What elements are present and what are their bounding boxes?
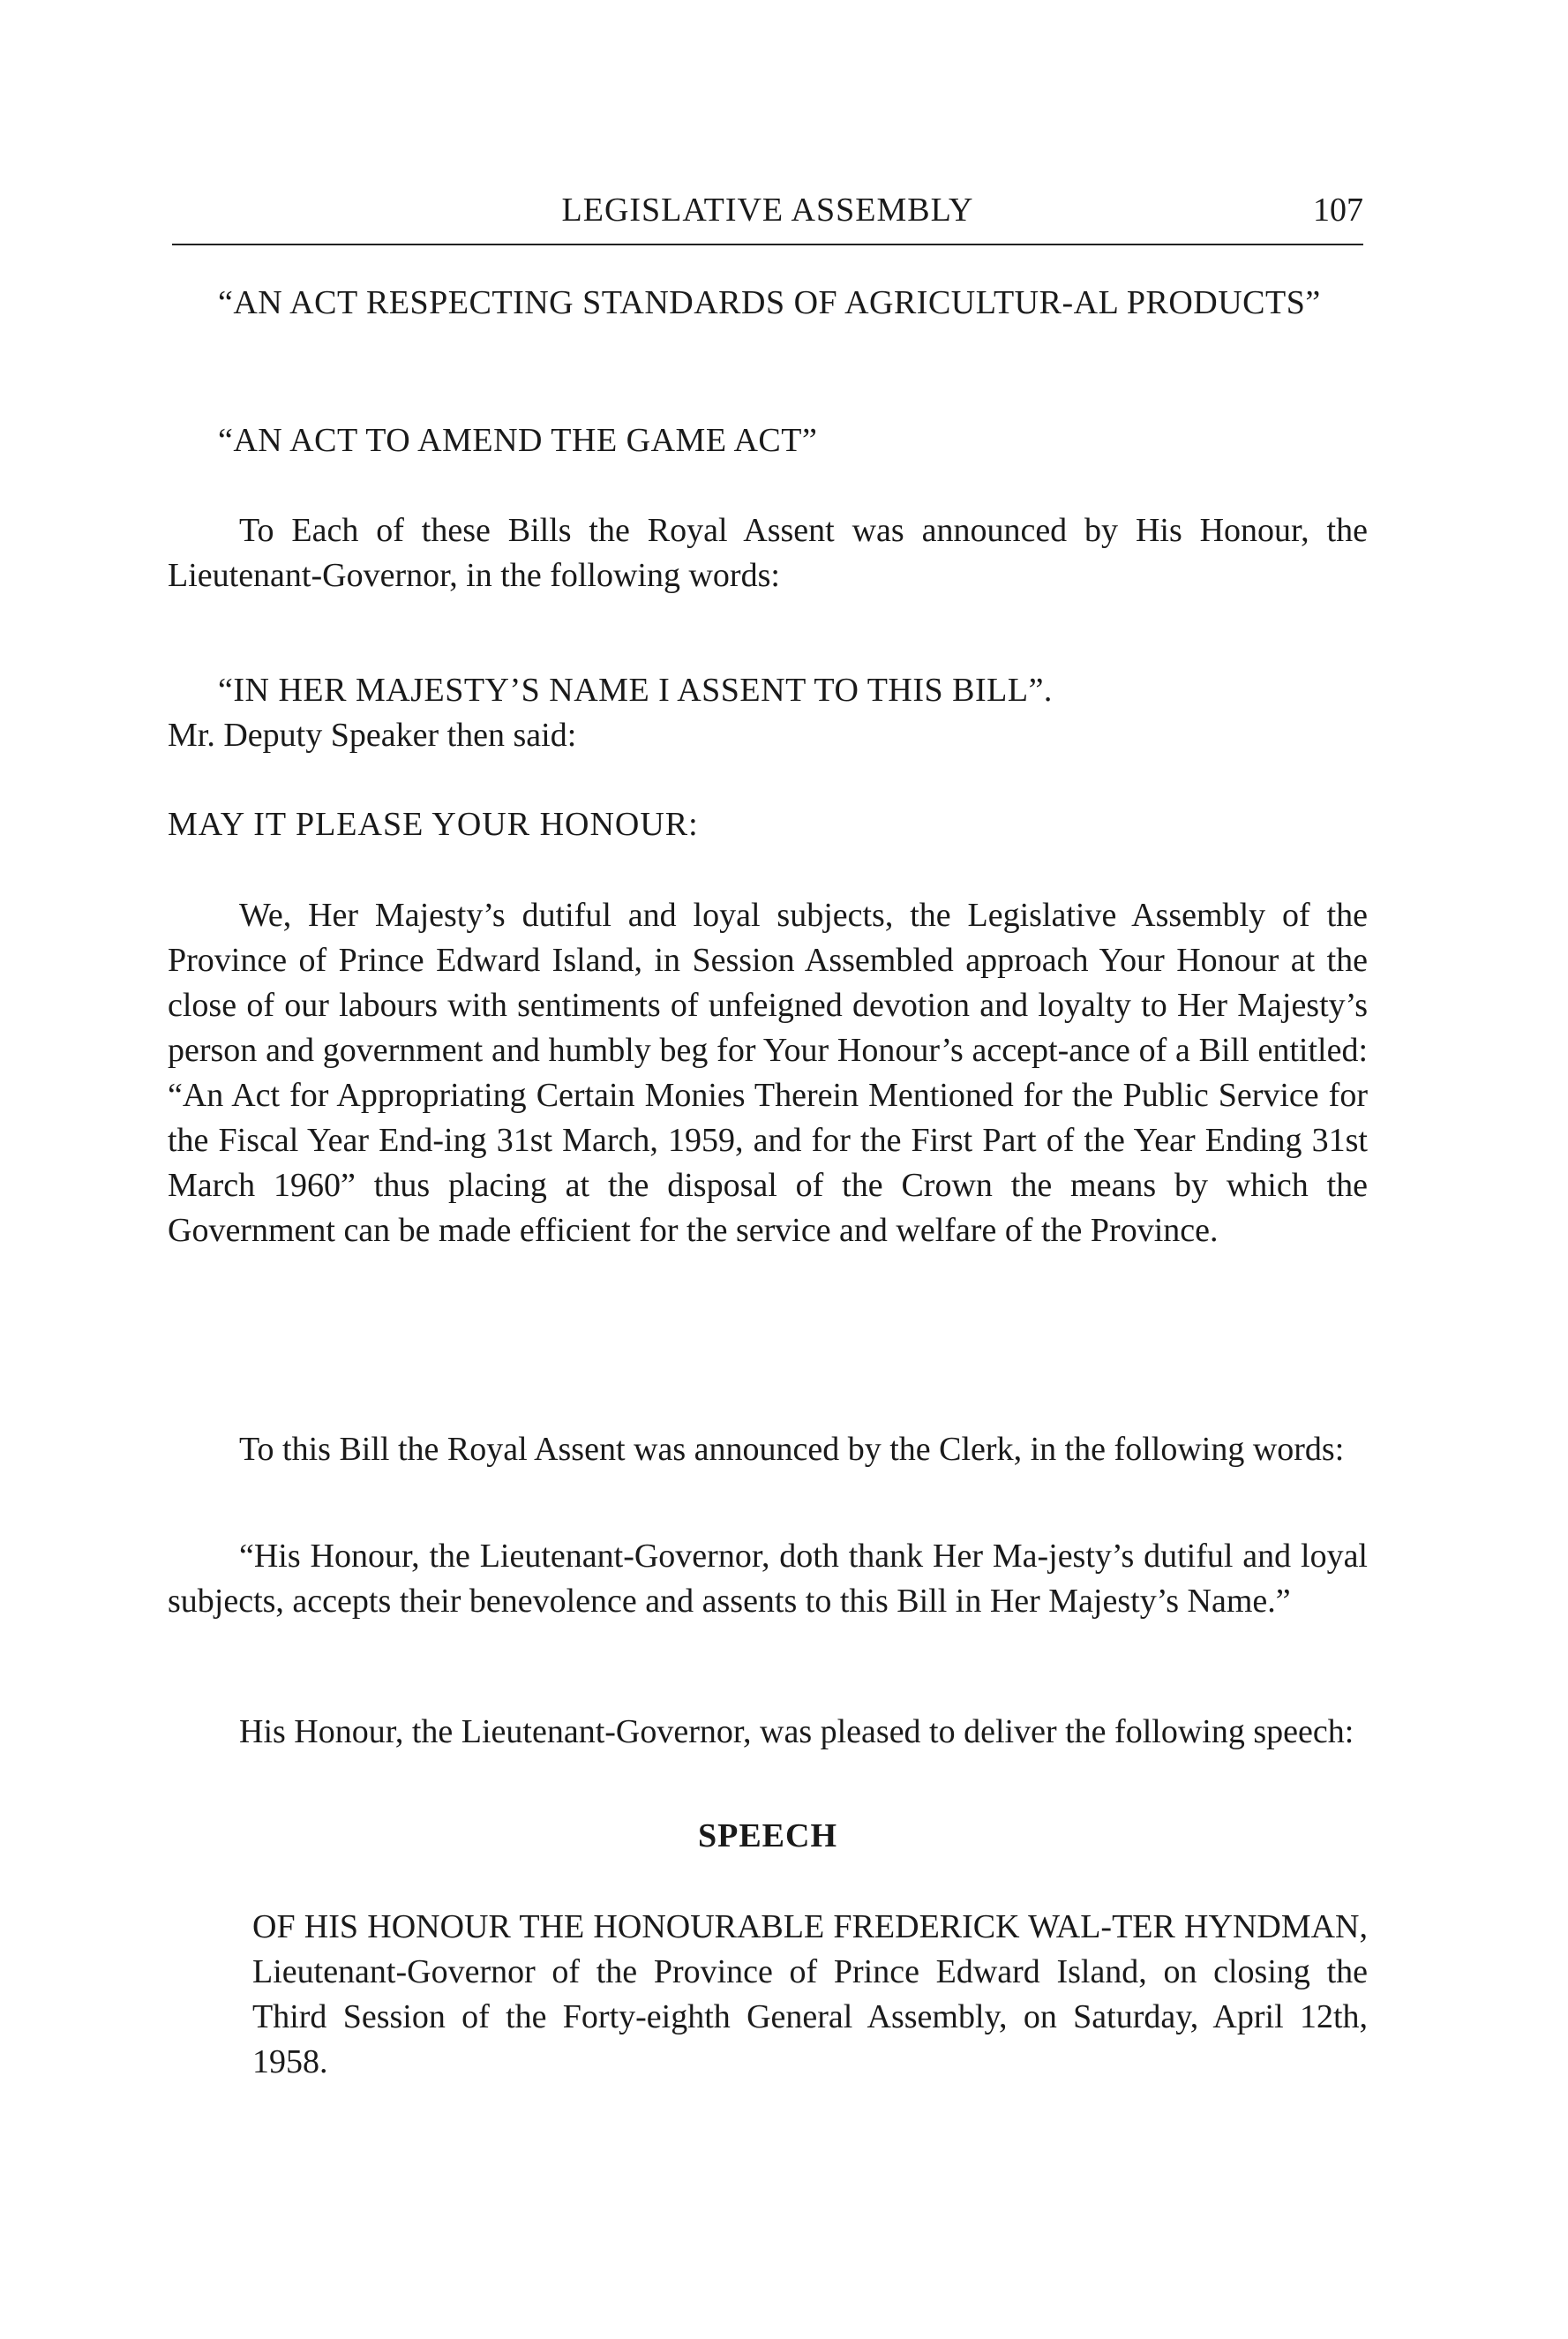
address-body: We, Her Majesty’s dutiful and loyal subjects, the Legislative Assembly of the Province of Prince Edward Island, in Session Assembled approach Your Honour at the close of our labours with sentiments of unfeigned devotion and loyalty to Her Majesty’s person and government and humbly beg for Your Honour’s accept-ance of a Bill entitled: “An Act for Appropriating Certain Monies Therein Mentioned for the Public Service for the Fiscal Year End-ing 31st March, 1959, and for the First Part of the Year Ending 31st March 1960” thus placing at the disposal of the Crown the means by which the Government can be made efficient for the service and welfare of the Province.	[168, 897, 1368, 1249]
clerk-intro: To this Bill the Royal Assent was announced by the Clerk, in the following words:	[239, 1431, 1345, 1468]
page-number: 107	[1313, 192, 1363, 229]
address-salutation: MAY IT PLEASE YOUR HONOUR:	[168, 806, 699, 843]
bill-title-agricultural-products: “AN ACT RESPECTING STANDARDS OF AGRICULTUR-AL PRODUCTS”	[218, 284, 1321, 321]
assent-words: “IN HER MAJESTY’S NAME I ASSENT TO THIS BILL”.	[218, 672, 1053, 709]
clerk-words: “His Honour, the Lieutenant-Governor, doth thank Her Ma-jesty’s dutiful and loyal subjects, accepts their benevolence and assents to this Bill in Her Majesty’s Name.”	[168, 1538, 1368, 1620]
speech-intro: His Honour, the Lieutenant-Governor, was pleased to deliver the following speech:	[239, 1713, 1354, 1750]
royal-assent-intro: To Each of these Bills the Royal Assent was announced by His Honour, the Lieutenant-Governor, in the following words:	[168, 512, 1368, 594]
header-title: LEGISLATIVE ASSEMBLY	[561, 192, 974, 229]
running-header	[172, 188, 1363, 241]
bill-title-game-act: “AN ACT TO AMEND THE GAME ACT”	[218, 422, 818, 459]
speech-heading: SPEECH	[697, 1817, 838, 1854]
deputy-speaker-line: Mr. Deputy Speaker then said:	[168, 717, 577, 754]
header-rule	[172, 244, 1363, 245]
speech-subtitle: OF HIS HONOUR THE HONOURABLE FREDERICK WAL-TER HYNDMAN, Lieutenant-Governor of the Province of Prince Edward Island, on closing the Third Session of the Forty-eighth General Assembly, on Saturday, April 12th, 1958.	[252, 1908, 1368, 2080]
